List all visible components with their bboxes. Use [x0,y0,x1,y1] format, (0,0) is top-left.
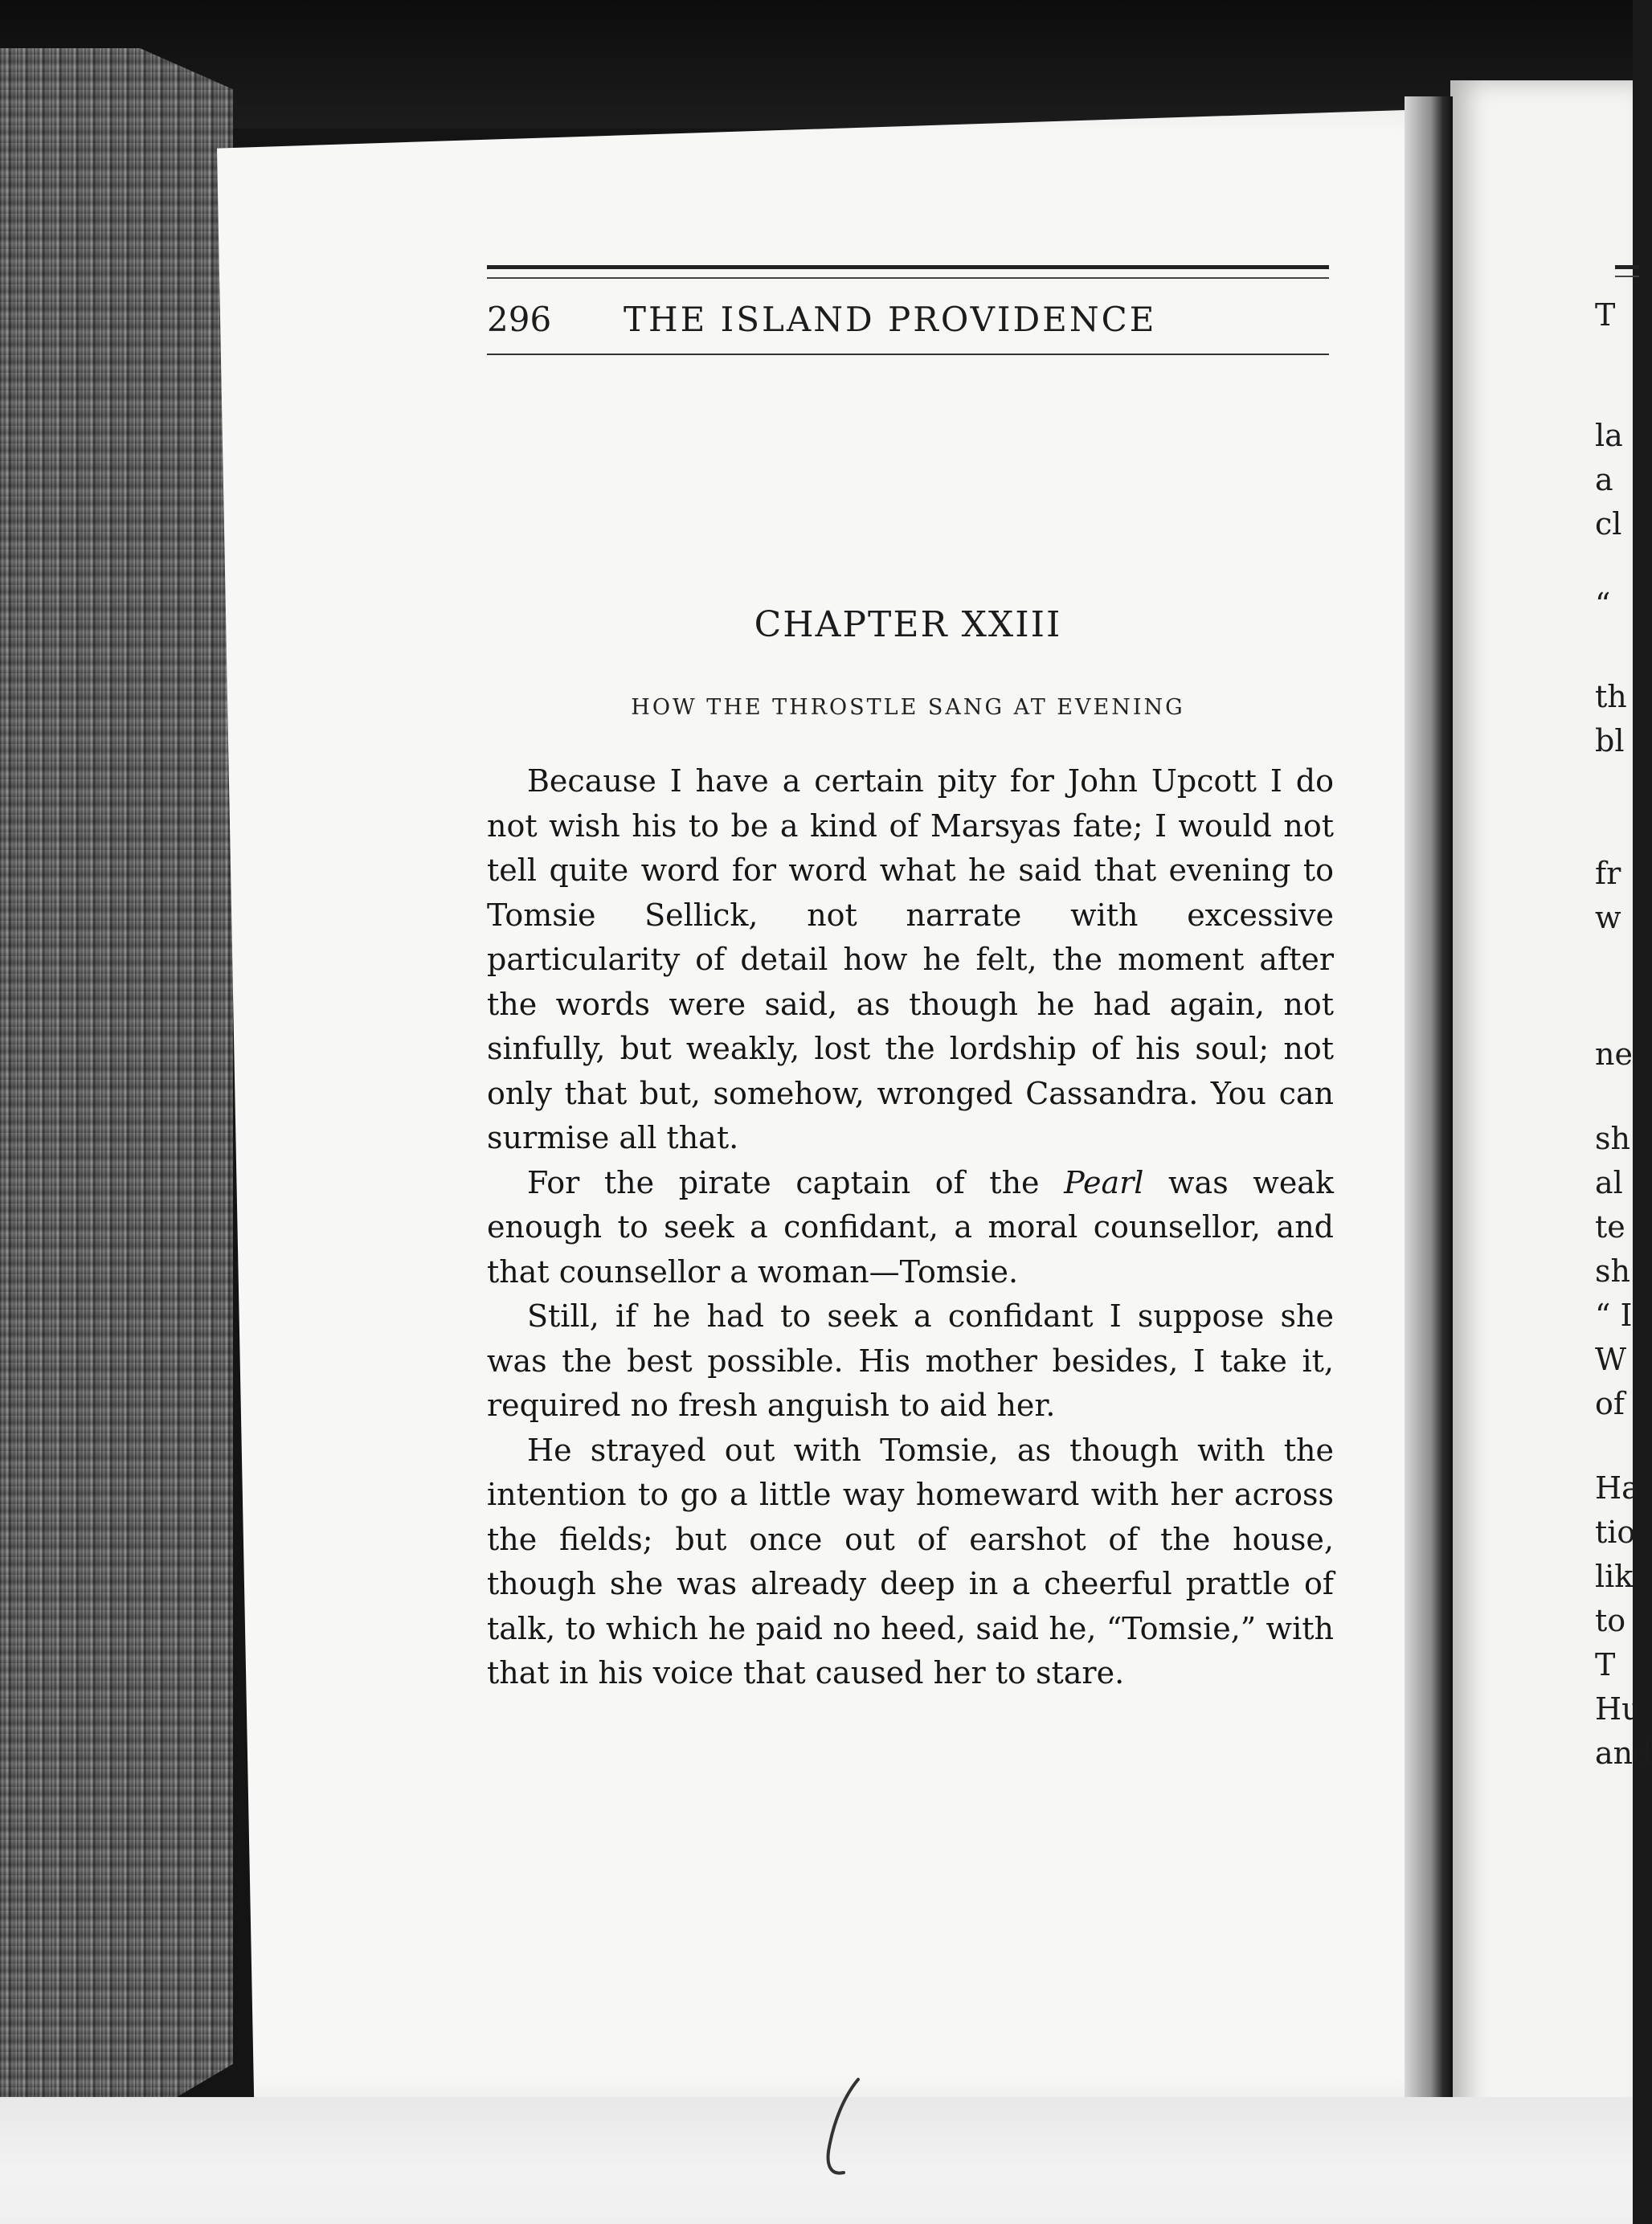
running-header [487,265,1329,355]
header-double-rule [487,265,1329,279]
facing-page-fragment: W [1595,1342,1627,1377]
facing-page-rule [1615,265,1639,277]
ship-name: Pearl [1064,1164,1144,1200]
facing-page-fragment: fr [1595,856,1621,891]
facing-page-fragment: of [1595,1386,1625,1421]
page-edges [0,48,233,2105]
facing-page-fragment: te [1595,1209,1625,1245]
facing-page-fragment: bl [1595,723,1625,758]
facing-page-fragment: al [1595,1165,1623,1200]
page-number: 296 [487,300,552,339]
running-head-line [487,300,1329,339]
facing-page-fragment: th [1595,679,1627,714]
paragraph [487,759,1334,1161]
facing-page-fragment: tio [1595,1515,1636,1550]
facing-page-fragment: sh [1595,1121,1630,1156]
paragraph-text: was weak enough to seek a confidant, a moral counsellor, and that counsellor a woman—Tomsie. [487,1164,1334,1290]
pencil-mark [812,2073,876,2185]
paragraph-text: For the pirate captain of the [527,1164,1065,1200]
facing-page-fragment: a [1595,462,1613,497]
chapter-heading: CHAPTER XXIII [754,604,1062,645]
facing-page-fragment: cl [1595,506,1622,542]
facing-page-fragment: T [1595,1647,1616,1682]
facing-page-fragment: Hu [1595,1691,1642,1727]
chapter-title: HOW THE THROSTLE SANG AT EVENING [631,695,1185,720]
facing-page-fragment: “ I [1595,1298,1633,1333]
facing-page-fragment: ne [1595,1036,1633,1072]
header-rule [487,354,1329,355]
facing-page-fragment: to [1595,1603,1626,1638]
facing-page-fragment: sh [1595,1253,1630,1289]
paragraph [487,1294,1334,1429]
paragraph [487,1429,1334,1696]
facing-page-fragment: “ [1595,587,1611,622]
body-text [487,759,1334,1696]
facing-page-fragment: lik [1595,1559,1634,1594]
facing-page-fragment: Ha [1595,1470,1640,1506]
facing-page-fragment: w [1595,900,1621,935]
paragraph-text: Still, if he had to seek a confidant I suppose she was the best possible. His mother besides, I take it, required no fresh anguish to aid her. [487,1298,1334,1423]
book-title: THE ISLAND PROVIDENCE [624,300,1157,339]
facing-page-fragment: T [1595,297,1616,333]
facing-page-fragment: la [1595,418,1623,453]
paragraph-text: He strayed out with Tomsie, as though with the intention to go a little way homeward with her across the fields; but once out of earshot of the house, though she was already deep in a cheerful prattle of talk, to which he paid no heed, said he, “Tomsie,” with that in his voice that caused her to stare. [487,1432,1334,1690]
book-gutter [1405,96,1453,2121]
right-page [1450,80,1636,2137]
paragraph [487,1161,1334,1295]
paragraph-text: Because I have a certain pity for John Upcott I do not wish his to be a kind of Marsyas fate; I would not tell quite word for word what he said that evening to Tomsie Sellick, not narrate with excessive particularity of detail how he felt, the moment after the words were said, as though he had again, not sinfully, but weakly, lost the lordship of his soul; not only that but, somehow, wronged Cassandra. You can surmise all that. [487,763,1334,1155]
background-top [0,0,1633,129]
facing-page-fragment: and [1595,1735,1652,1771]
